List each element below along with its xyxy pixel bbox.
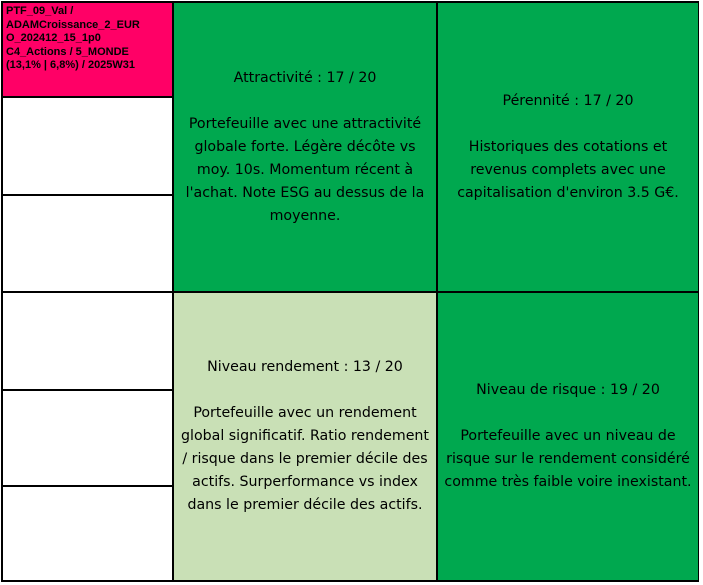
empty-cell — [2, 97, 173, 195]
attractivite-heading: Attractivité : 17 / 20 — [233, 69, 377, 86]
perennite-description: Historiques des cotations et revenus complets avec une capitalisation d'environ 3.5 G€. — [457, 138, 679, 201]
portfolio-title-cell — [2, 2, 173, 97]
portfolio-title-line: (13,1% | 6,8%) / 2025W31 — [6, 59, 136, 72]
rendement-tile — [173, 292, 437, 581]
empty-cell — [2, 195, 173, 292]
scorecard-grid — [1, 1, 699, 582]
portfolio-title-line: PTF_09_Val / — [6, 5, 74, 17]
risque-tile — [437, 292, 699, 581]
risque-heading: Niveau de risque : 19 / 20 — [476, 382, 660, 398]
empty-cell — [2, 486, 173, 581]
empty-cell — [2, 390, 173, 486]
perennite-tile — [437, 2, 699, 292]
portfolio-title-line: ADAMCroissance_2_EUR — [6, 18, 140, 31]
portfolio-title-line: C4_Actions / 5_MONDE — [6, 45, 129, 58]
rendement-description: Portefeuille avec un rendement global significatif. Ratio rendement / risque dans le premier décile des actifs. Surperformance vs index dans le premier décile des actifs. — [181, 405, 429, 513]
empty-cell — [2, 292, 173, 390]
rendement-heading: Niveau rendement : 13 / 20 — [207, 359, 403, 375]
risque-description: Portefeuille avec un niveau de risque sur le rendement considéré comme très faible voire inexistant. — [444, 428, 692, 490]
perennite-heading: Pérennité : 17 / 20 — [502, 92, 634, 109]
attractivite-description: Portefeuille avec une attractivité globale forte. Légère décôte vs moy. 10s. Momentum récent à l'achat. Note ESG au dessus de la moyenne. — [185, 115, 425, 224]
portfolio-title-line: O_202412_15_1p0 — [6, 32, 101, 45]
attractivite-tile — [173, 2, 437, 292]
